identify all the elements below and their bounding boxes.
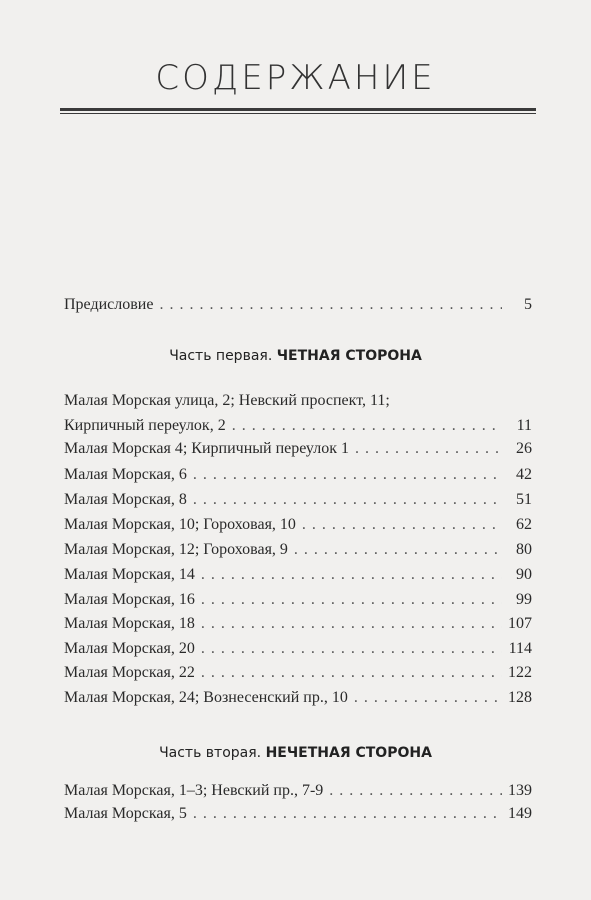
- leader-dots: [294, 540, 502, 560]
- leader-dots: [201, 590, 502, 610]
- toc-entry-page: 128: [508, 689, 532, 706]
- toc-entry-title: Малая Морская, 1–3; Невский пр., 7-9: [64, 782, 324, 799]
- toc-entry-page: 122: [508, 664, 532, 681]
- toc-entry-page: 99: [516, 591, 532, 608]
- toc-entry-title: Малая Морская, 24; Вознесенский пр., 10: [64, 689, 348, 706]
- toc-entry-title: Малая Морская, 8: [64, 491, 187, 508]
- toc-entry: [64, 637, 532, 659]
- toc-entry-page: 42: [516, 466, 532, 483]
- part-one-heading: [0, 348, 591, 364]
- toc-entry-page: 139: [508, 782, 532, 799]
- toc-entry-title: Малая Морская, 14: [64, 566, 195, 583]
- title-rule-thin: [60, 113, 536, 114]
- toc-entry-title: Малая Морская, 18: [64, 615, 195, 632]
- toc-entry-page: 26: [516, 440, 532, 457]
- toc-entry: [64, 414, 532, 436]
- toc-entry-page: 114: [508, 640, 532, 657]
- part-two-prefix: Часть вторая.: [159, 745, 262, 761]
- toc-entry: [64, 612, 532, 634]
- toc-entry: [64, 779, 532, 801]
- leader-dots: [302, 515, 502, 535]
- page-title: СОДЕРЖАНИЕ: [155, 58, 436, 98]
- toc-entry-page: 51: [516, 491, 532, 508]
- toc-entry-title: Малая Морская, 22: [64, 664, 195, 681]
- toc-entry: [64, 686, 532, 708]
- leader-dots: [232, 416, 502, 436]
- toc-entry: [64, 463, 532, 485]
- part-two-name: НЕЧЕТНАЯ СТОРОНА: [265, 745, 432, 761]
- leader-dots: [201, 639, 502, 659]
- toc-entry: [64, 538, 532, 560]
- toc-entry: [64, 661, 532, 683]
- toc-entry-page: 107: [508, 615, 532, 632]
- toc-entry: [64, 437, 532, 459]
- leader-dots: [193, 804, 502, 824]
- toc-entry-page: 62: [516, 516, 532, 533]
- part-two-heading: [0, 745, 591, 761]
- toc-entry-title: Малая Морская, 10; Гороховая, 10: [64, 516, 296, 533]
- toc-entry-title: Предисловие: [64, 296, 154, 313]
- leader-dots: [193, 490, 502, 510]
- toc-entry-title: Малая Морская 4; Кирпичный переулок 1: [64, 440, 349, 457]
- toc-entry-first-line: Малая Морская улица, 2; Невский проспект, 11;: [64, 392, 390, 409]
- toc-entry-page: 149: [508, 805, 532, 822]
- toc-entry: [64, 588, 532, 610]
- leader-dots: [201, 614, 502, 634]
- toc-entry: [64, 802, 532, 824]
- leader-dots: [193, 465, 502, 485]
- title-rule-thick: [60, 108, 536, 111]
- leader-dots: [201, 565, 502, 585]
- toc-entry-page: 5: [524, 296, 532, 313]
- toc-entry: [64, 513, 532, 535]
- leader-dots: [354, 688, 502, 708]
- leader-dots: [355, 439, 502, 459]
- toc-entry-title: Малая Морская, 12; Гороховая, 9: [64, 541, 288, 558]
- part-one-name: ЧЕТНАЯ СТОРОНА: [276, 348, 422, 364]
- toc-entry: [64, 488, 532, 510]
- part-one-prefix: Часть первая.: [169, 348, 273, 364]
- leader-dots: [159, 295, 502, 315]
- toc-entry-page: 90: [516, 566, 532, 583]
- toc-entry-title: Малая Морская, 16: [64, 591, 195, 608]
- toc-entry-page: 80: [516, 541, 532, 558]
- toc-entry-title: Кирпичный переулок, 2: [64, 417, 226, 434]
- toc-entry-preface: [64, 293, 532, 315]
- leader-dots: [201, 663, 502, 683]
- toc-entry-page: 11: [516, 417, 532, 434]
- toc-entry: [64, 563, 532, 585]
- toc-entry-title: Малая Морская, 20: [64, 640, 195, 657]
- toc-entry-title: Малая Морская, 5: [64, 805, 187, 822]
- leader-dots: [329, 781, 502, 801]
- toc-entry-title: Малая Морская, 6: [64, 466, 187, 483]
